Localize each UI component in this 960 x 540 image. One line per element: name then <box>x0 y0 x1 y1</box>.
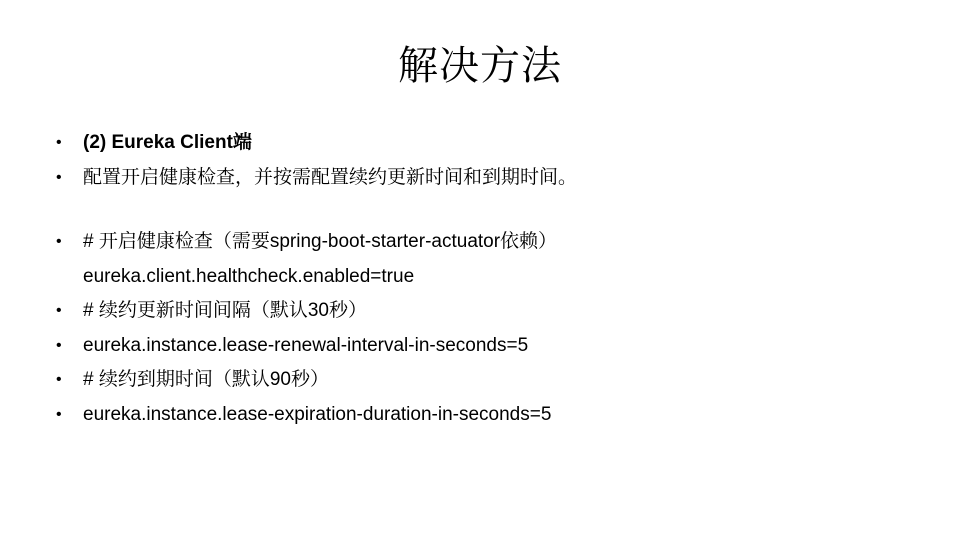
config-line: eureka.client.healthcheck.enabled=true <box>83 265 415 287</box>
list-item <box>56 398 557 433</box>
bullet-icon: • <box>56 168 62 186</box>
bullet-icon: • <box>56 134 62 151</box>
list-item <box>56 294 557 329</box>
client-heading: (2) Eureka Client端 <box>83 132 252 153</box>
config-block <box>83 225 557 294</box>
description-text: 配置开启健康检查，并按需配置续约更新时间和到期时间。 <box>83 166 578 188</box>
list-item <box>56 161 577 196</box>
bullet-list-header <box>56 126 577 195</box>
comment-line: # 开启健康检查（需要spring-boot-starter-actuator依赖） <box>83 231 558 252</box>
config-line: eureka.instance.lease-expiration-duration-in-seconds=5 <box>83 403 552 425</box>
bullet-icon: • <box>56 233 62 250</box>
list-item <box>56 329 557 364</box>
bullet-icon: • <box>56 371 62 388</box>
list-item <box>56 126 577 161</box>
slide-title: 解决方法 <box>398 43 562 89</box>
bullet-icon: • <box>56 336 62 354</box>
config-line: eureka.instance.lease-renewal-interval-in-seconds=5 <box>83 334 529 356</box>
bullet-list-config <box>56 225 557 432</box>
comment-line: # 续约更新时间间隔（默认30秒） <box>83 300 367 321</box>
list-item <box>56 225 557 294</box>
bullet-icon: • <box>56 302 62 319</box>
comment-line: # 续约到期时间（默认90秒） <box>83 369 329 390</box>
bullet-icon: • <box>56 405 62 423</box>
list-item <box>56 363 557 398</box>
